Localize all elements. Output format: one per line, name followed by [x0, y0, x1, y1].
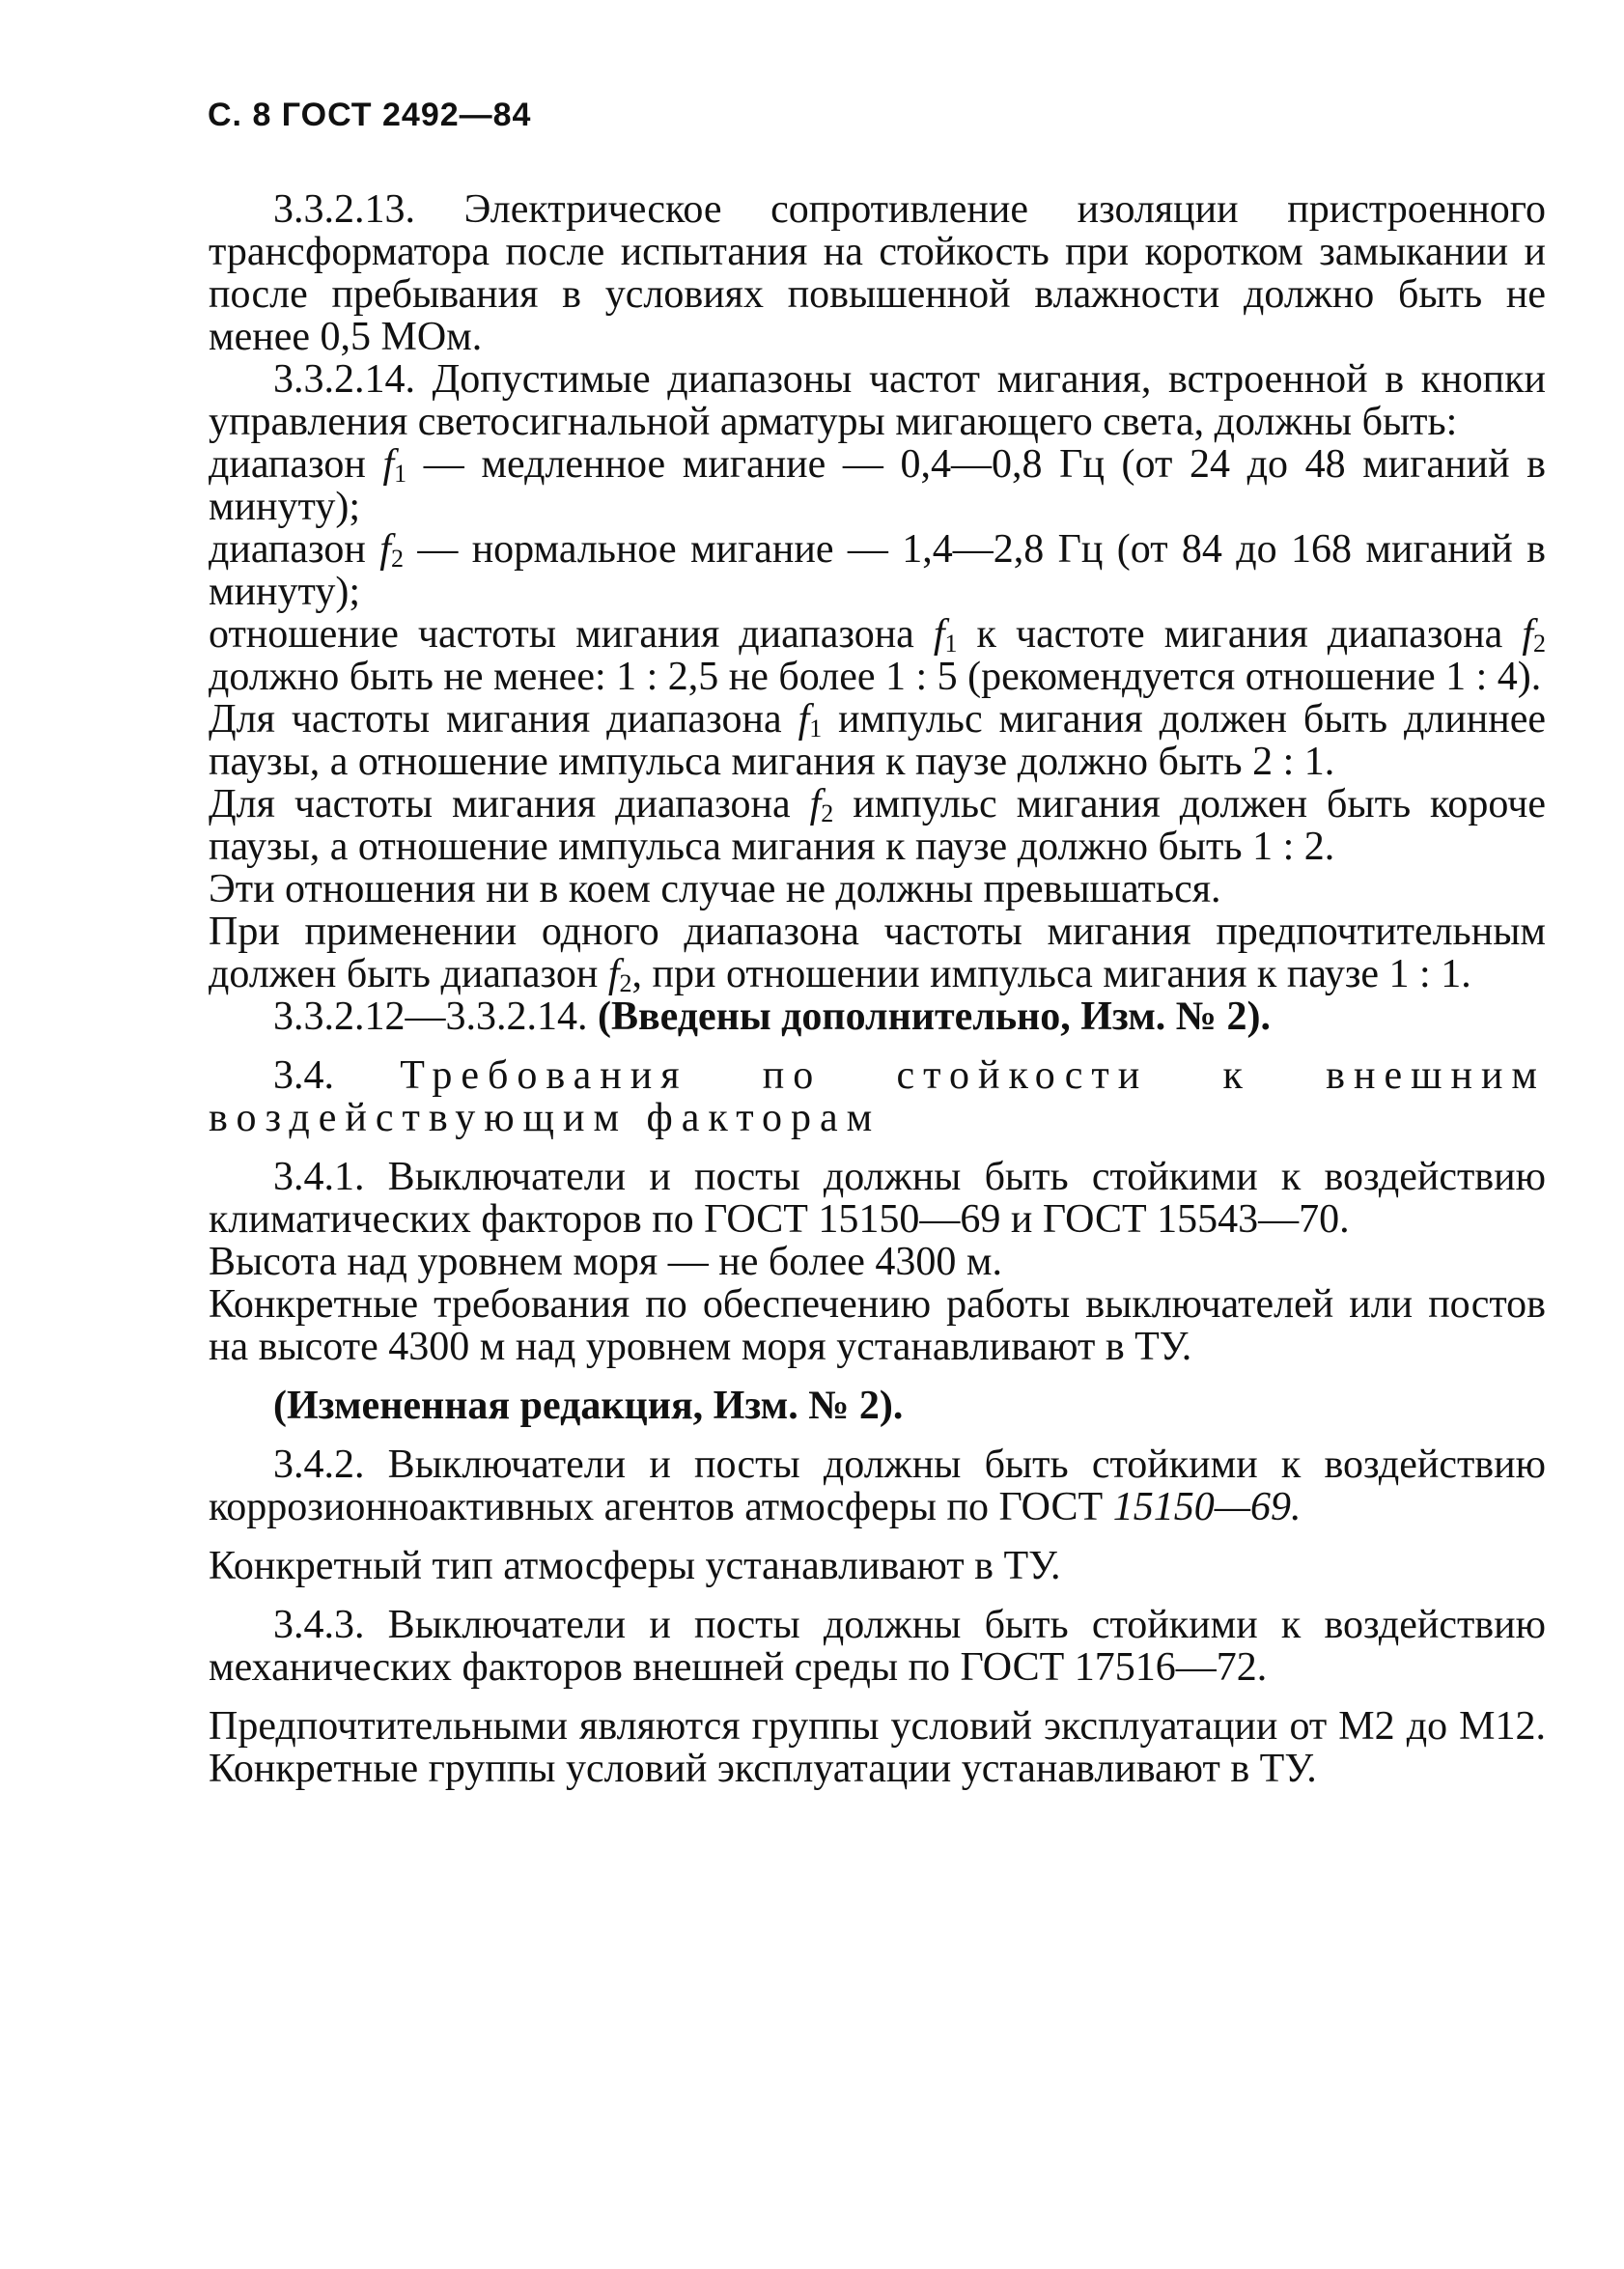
- document-body: [209, 188, 1546, 1790]
- subscript-2: 2: [390, 545, 404, 573]
- symbol-f: f: [379, 527, 391, 572]
- range-f1-lead: диапазон: [209, 442, 383, 487]
- clause-3-4-3: 3.4.3. Выключатели и посты должны быть стойкими к воздействию механических факторов внешней среды по ГОСТ 17516—72.: [209, 1603, 1546, 1690]
- range-f2-item: [209, 528, 1546, 613]
- clause-3-4-2-text: 3.4.2. Выключатели и посты должны быть стойкими к воздействию коррозионноактивных агентов атмосферы по ГОСТ: [209, 1443, 1546, 1529]
- clause-3-3-2-13: 3.3.2.13. Электрическое сопротивление изоляции пристроенного трансформатора после испытания на стойкость при коротком замыкании и после пребывания в условиях повышенной влажности должно быть не менее 0,5 МОм.: [209, 187, 1546, 359]
- section-number: 3.4.: [273, 1053, 401, 1098]
- ratio-item: [209, 613, 1546, 698]
- section-3-4-heading: [209, 1054, 1546, 1139]
- range-f2-lead: диапазон: [209, 527, 380, 572]
- atmosphere-type-paragraph: Конкретный тип атмосферы устанавливают в ТУ.: [209, 1544, 1061, 1588]
- subscript-1: 1: [809, 714, 823, 742]
- ratio-tail: должно быть не менее: 1 : 2,5 не более 1 : 5 (рекомендуется отношение 1 : 4).: [209, 655, 1542, 699]
- subscript-2: 2: [619, 969, 632, 997]
- clause-3-3-2-14: 3.3.2.14. Допустимые диапазоны частот мигания, встроенной в кнопки управления светосигнальной арматуры мигающего света, должны быть:: [209, 357, 1546, 444]
- subscript-1: 1: [944, 630, 958, 658]
- f2-pulse-text: импульс мигания должен быть короче паузы, а отношение импульса мигания к паузе должно быть 1 : 2.: [209, 782, 1546, 869]
- range-f2-text: — нормальное мигание — 1,4—2,8 Гц (от 84 до 168 миганий в минуту);: [209, 527, 1546, 614]
- single-range-text: , при отношении импульса мигания к паузе 1 : 1.: [631, 952, 1471, 996]
- f2-pulse-paragraph: [209, 783, 1546, 868]
- symbol-f: f: [382, 442, 395, 487]
- symbol-f: f: [1522, 612, 1534, 657]
- f2-pulse-lead: Для частоты мигания диапазона: [209, 782, 810, 826]
- clause-3-4-2: [209, 1443, 1546, 1528]
- no-exceed-paragraph: Эти отношения ни в коем случае не должны превышаться.: [209, 867, 1221, 911]
- single-range-paragraph: [209, 910, 1546, 995]
- f1-pulse-text: импульс мигания должен быть длиннее паузы, а отношение импульса мигания к паузе должно быть 2 : 1.: [209, 697, 1546, 784]
- ratio-mid: к частоте мигания диапазона: [957, 612, 1523, 657]
- symbol-f: f: [607, 952, 620, 996]
- ratio-lead: отношение частоты мигания диапазона: [209, 612, 934, 657]
- amendment-note-2: (Измененная редакция, Изм. № 2).: [273, 1384, 904, 1428]
- f1-pulse-paragraph: [209, 698, 1546, 783]
- altitude-requirements-paragraph: Конкретные требования по обеспечению работы выключателей или постов на высоте 4300 м над уровнем моря устанавливают в ТУ.: [209, 1282, 1546, 1369]
- subscript-1: 1: [394, 460, 407, 488]
- page-header: С. 8 ГОСТ 2492—84: [208, 97, 532, 133]
- amendment-text: (Введены дополнительно, Изм. № 2).: [598, 994, 1271, 1039]
- single-range-lead: При применении одного диапазона частоты мигания предпочтительным должен быть диапазон: [209, 910, 1546, 996]
- symbol-f: f: [809, 782, 822, 826]
- subscript-2: 2: [1533, 630, 1547, 658]
- operating-groups-paragraph: Предпочтительными являются группы условий эксплуатации от М2 до М12. Конкретные группы условий эксплуатации устанавливают в ТУ.: [209, 1704, 1546, 1791]
- clause-3-4-1: 3.4.1. Выключатели и посты должны быть стойкими к воздействию климатических факторов по ГОСТ 15150—69 и ГОСТ 15543—70.: [209, 1155, 1546, 1242]
- f1-pulse-lead: Для частоты мигания диапазона: [209, 697, 798, 742]
- subscript-2: 2: [821, 799, 834, 827]
- altitude-paragraph: Высота над уровнем моря — не более 4300 м.: [209, 1240, 1002, 1284]
- symbol-f: f: [798, 697, 810, 742]
- section-title: Требования по стойкости к внешним воздействующим факторам: [209, 1053, 1546, 1140]
- range-f1-text: — медленное мигание — 0,4—0,8 Гц (от 24 до 48 миганий в минуту);: [209, 442, 1547, 529]
- clause-3-4-2-standard: 15150—69.: [1112, 1485, 1302, 1529]
- amendment-note-1: [209, 995, 1546, 1038]
- symbol-f: f: [933, 612, 945, 657]
- amendment-ref: 3.3.2.12—3.3.2.14.: [273, 994, 598, 1039]
- range-f1-item: [209, 443, 1546, 528]
